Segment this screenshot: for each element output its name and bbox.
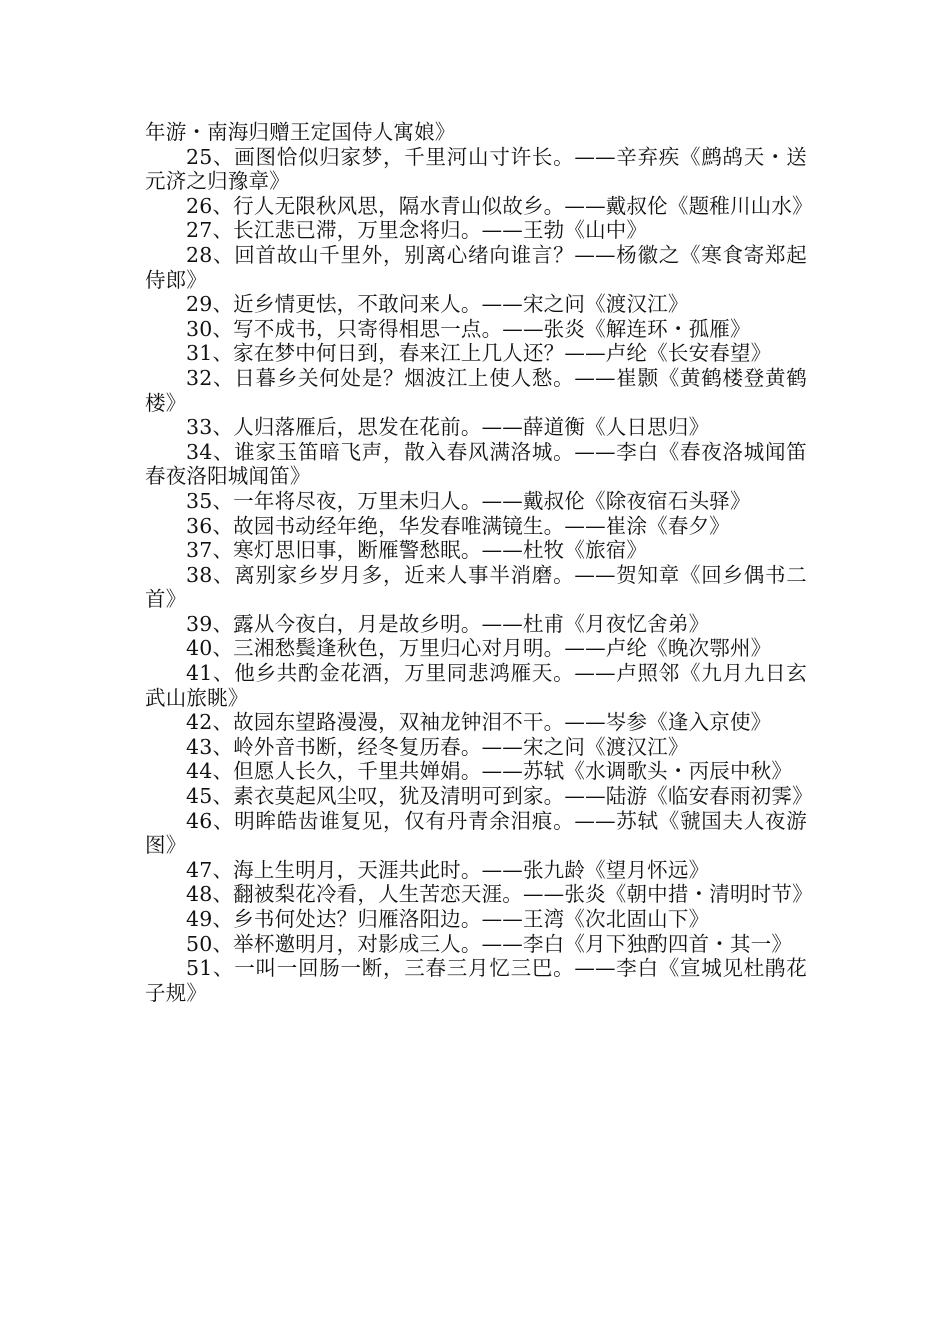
poem-quote-list <box>145 120 813 1005</box>
continued-line: 年游・南海归赠王定国侍人寓娘》 <box>145 120 456 144</box>
quote-item-35: 35、一年将尽夜，万里未归人。——戴叔伦《除夜宿石头驿》 <box>186 488 751 513</box>
quote-item-25: 25、画图恰似归家梦，千里河山寸许长。——辛弃疾《鹧鸪天・送元济之归豫章》 <box>145 144 807 194</box>
quote-item-42: 42、故园东望路漫漫，双袖龙钟泪不干。——岑参《逢入京使》 <box>186 710 772 735</box>
quote-item-37: 37、寒灯思旧事，断雁警愁眠。——杜牧《旅宿》 <box>186 538 648 563</box>
quote-item-32: 32、日暮乡关何处是？烟波江上使人愁。——崔颢《黄鹤楼登黄鹤楼》 <box>145 365 807 415</box>
quote-item-40: 40、三湘愁鬓逢秋色，万里归心对月明。——卢纶《晚次鄂州》 <box>186 636 772 661</box>
quote-item-45: 45、素衣莫起风尘叹，犹及清明可到家。——陆游《临安春雨初霁》 <box>186 784 813 809</box>
quote-item-36: 36、故园书动经年绝，华发春唯满镜生。——崔涂《春夕》 <box>186 513 730 538</box>
quote-item-47: 47、海上生明月，天涯共此时。——张九龄《望月怀远》 <box>186 857 710 882</box>
quote-item-34: 34、谁家玉笛暗飞声，散入春风满洛城。——李白《春夜洛城闻笛春夜洛阳城闻笛》 <box>145 439 807 489</box>
quote-item-28: 28、回首故山千里外，别离心绪向谁言？——杨徽之《寒食寄郑起侍郎》 <box>145 242 807 292</box>
quote-item-30: 30、写不成书，只寄得相思一点。——张炎《解连环・孤雁》 <box>186 316 751 341</box>
quote-item-27: 27、长江悲已滞，万里念将归。——王勃《山中》 <box>186 218 648 243</box>
quote-item-51: 51、一叫一回肠一断，三春三月忆三巴。——李白《宣城见杜鹃花子规》 <box>145 956 807 1005</box>
quote-item-33: 33、人归落雁后，思发在花前。——薛道衡《人日思归》 <box>186 415 710 440</box>
quote-item-50: 50、举杯邀明月，对影成三人。——李白《月下独酌四首・其一》 <box>186 931 793 956</box>
quote-item-43: 43、岭外音书断，经冬复历春。——宋之问《渡汉江》 <box>186 734 689 759</box>
quote-item-38: 38、离别家乡岁月多，近来人事半消磨。——贺知章《回乡偶书二首》 <box>145 562 807 612</box>
quote-item-29: 29、近乡情更怯，不敢问来人。——宋之问《渡汉江》 <box>186 292 689 317</box>
quote-item-46: 46、明眸皓齿谁复见，仅有丹青余泪痕。——苏轼《虢国夫人夜游图》 <box>145 808 807 858</box>
quote-item-41: 41、他乡共酌金花酒，万里同悲鸿雁天。——卢照邻《九月九日玄武山旅眺》 <box>145 661 807 710</box>
quote-item-39: 39、露从今夜白，月是故乡明。——杜甫《月夜忆舍弟》 <box>186 611 710 636</box>
quote-item-26: 26、行人无限秋风思，隔水青山似故乡。——戴叔伦《题稚川山水》 <box>186 193 813 218</box>
quote-item-48: 48、翻被梨花冷看，人生苦恋天涯。——张炎《朝中措・清明时节》 <box>186 882 813 907</box>
quote-item-31: 31、家在梦中何日到，春来江上几人还？——卢纶《长安春望》 <box>186 341 772 366</box>
quote-item-44: 44、但愿人长久，千里共婵娟。——苏轼《水调歌头・丙辰中秋》 <box>186 759 793 784</box>
quote-item-49: 49、乡书何处达？归雁洛阳边。——王湾《次北固山下》 <box>186 907 710 931</box>
